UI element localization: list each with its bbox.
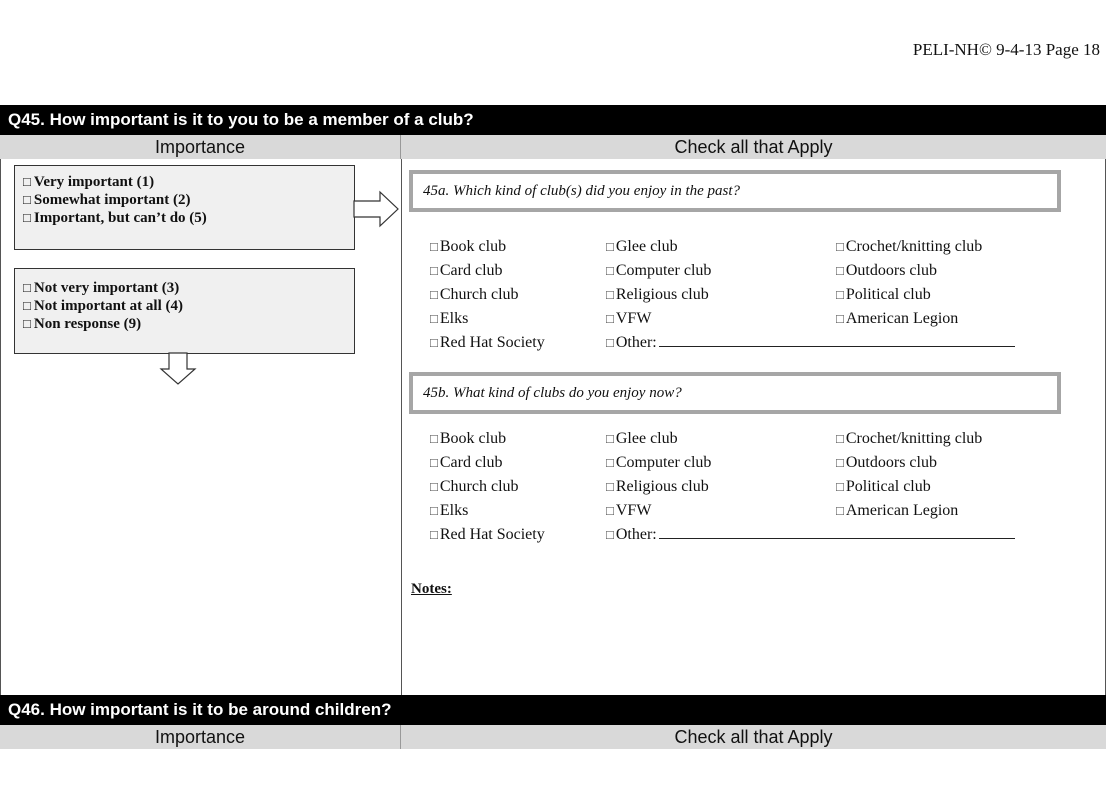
q45a-option[interactable] (430, 283, 519, 307)
option-label: Religious club (615, 286, 709, 303)
q45b-option[interactable] (430, 427, 506, 451)
importance-bottom-option-0[interactable] (23, 279, 346, 297)
q46-check-all-header: Check all that Apply (674, 727, 833, 747)
down-arrow-icon (160, 353, 196, 385)
option-label: VFW (615, 502, 652, 519)
checkbox-icon[interactable]: □ (836, 287, 844, 302)
checkbox-icon[interactable]: □ (23, 298, 31, 313)
checkbox-icon[interactable]: □ (430, 431, 438, 446)
option-label: Outdoors club (845, 262, 937, 279)
checkbox-icon[interactable]: □ (606, 503, 614, 518)
option-label: Church club (439, 478, 519, 495)
q45b-option[interactable] (430, 475, 519, 499)
option-label: Crochet/knitting club (845, 430, 983, 447)
q45a-row (430, 259, 1070, 283)
q46-title-bar (0, 695, 1106, 725)
q45a-option[interactable] (430, 331, 545, 355)
option-label: American Legion (845, 502, 959, 519)
q45a-option[interactable] (606, 307, 651, 331)
checkbox-icon[interactable]: □ (430, 479, 438, 494)
option-label: Red Hat Society (439, 334, 545, 351)
notes-label: Notes: (411, 581, 452, 597)
checkbox-icon[interactable]: □ (606, 479, 614, 494)
option-label: Elks (439, 310, 469, 327)
q45b-option[interactable] (430, 499, 468, 523)
q45b-row (430, 523, 1070, 547)
checkbox-icon[interactable]: □ (430, 527, 438, 542)
checkbox-icon[interactable]: □ (430, 287, 438, 302)
option-label: Glee club (615, 238, 678, 255)
checkbox-icon[interactable]: □ (23, 174, 31, 189)
checkbox-icon[interactable]: □ (23, 280, 31, 295)
q45b-option[interactable] (836, 451, 937, 475)
q46-title: Q46. How important is it to be around children? (8, 700, 392, 719)
q45a-row (430, 235, 1070, 259)
option-label: Red Hat Society (439, 526, 545, 543)
option-label: Other: (615, 334, 657, 351)
option-label: Other: (615, 526, 657, 543)
q45-importance-header: Importance (154, 137, 246, 157)
q45b-option[interactable] (606, 475, 709, 499)
q45b-options (430, 427, 1070, 547)
q45b-option[interactable] (430, 523, 545, 547)
q45a-option[interactable] (606, 283, 709, 307)
q45a-option[interactable] (836, 235, 982, 259)
q45-title: Q45. How important is it to you to be a member of a club? (8, 110, 474, 129)
option-label: Book club (439, 430, 507, 447)
q45a-row (430, 307, 1070, 331)
checkbox-icon[interactable]: □ (606, 431, 614, 446)
q45a-option[interactable] (606, 331, 1015, 355)
q45a-option[interactable] (836, 283, 931, 307)
importance-bottom-option-1[interactable] (23, 297, 346, 315)
option-label: Important, but can’t do (5) (33, 210, 207, 226)
q45b-option[interactable] (606, 451, 711, 475)
option-label: Political club (845, 478, 931, 495)
option-label: Church club (439, 286, 519, 303)
option-label: Political club (845, 286, 931, 303)
importance-top-option-0[interactable] (23, 173, 346, 191)
q45b-option[interactable] (836, 427, 982, 451)
q45b-option[interactable] (606, 523, 1015, 547)
checkbox-icon[interactable]: □ (836, 311, 844, 326)
checkbox-icon[interactable]: □ (430, 263, 438, 278)
checkbox-icon[interactable]: □ (23, 192, 31, 207)
q45b-option[interactable] (836, 499, 958, 523)
q45a-option[interactable] (606, 235, 678, 259)
checkbox-icon[interactable]: □ (23, 210, 31, 225)
checkbox-icon[interactable]: □ (430, 335, 438, 350)
checkbox-icon[interactable]: □ (836, 431, 844, 446)
option-label: Elks (439, 502, 469, 519)
option-label: Card club (439, 454, 503, 471)
q45b-row (430, 499, 1070, 523)
q45a-prompt: 45a. Which kind of club(s) did you enjoy in the past? (423, 183, 741, 199)
option-label: Religious club (615, 478, 709, 495)
q45a-prompt-box (409, 170, 1061, 212)
q46-importance-header: Importance (154, 727, 246, 747)
checkbox-icon[interactable]: □ (606, 527, 614, 542)
q45b-row (430, 451, 1070, 475)
importance-box-top (14, 165, 355, 250)
option-label: Card club (439, 262, 503, 279)
q45a-row (430, 283, 1070, 307)
q45b-option[interactable] (836, 475, 931, 499)
checkbox-icon[interactable]: □ (836, 503, 844, 518)
checkbox-icon[interactable]: □ (430, 239, 438, 254)
q45b-prompt-box (409, 372, 1061, 414)
option-label: Somewhat important (2) (33, 192, 191, 208)
option-label: Not important at all (4) (33, 298, 184, 314)
checkbox-icon[interactable]: □ (606, 239, 614, 254)
q45b-row (430, 427, 1070, 451)
checkbox-icon[interactable]: □ (836, 239, 844, 254)
other-text-line[interactable] (659, 524, 1015, 539)
q45a-option[interactable] (430, 307, 468, 331)
q45b-option[interactable] (606, 427, 678, 451)
checkbox-icon[interactable]: □ (606, 335, 614, 350)
checkbox-icon[interactable]: □ (606, 455, 614, 470)
checkbox-icon[interactable]: □ (836, 479, 844, 494)
q45b-prompt: 45b. What kind of clubs do you enjoy now? (423, 385, 682, 401)
option-label: Outdoors club (845, 454, 937, 471)
q46-column-headers (0, 725, 1106, 749)
q45a-option[interactable] (836, 307, 958, 331)
q45-column-headers (0, 135, 1106, 159)
checkbox-icon[interactable]: □ (606, 263, 614, 278)
q45b-option[interactable] (430, 451, 503, 475)
option-label: Computer club (615, 454, 712, 471)
checkbox-icon[interactable]: □ (606, 311, 614, 326)
option-label: Computer club (615, 262, 712, 279)
q45a-option[interactable] (430, 259, 503, 283)
page-header: PELI-NH© 9-4-13 Page 18 (912, 40, 1100, 59)
option-label: Very important (1) (33, 174, 155, 190)
q45-title-bar (0, 105, 1106, 135)
q45a-option[interactable] (606, 259, 711, 283)
option-label: American Legion (845, 310, 959, 327)
option-label: Glee club (615, 430, 678, 447)
option-label: Non response (9) (33, 316, 142, 332)
q45-check-all-header: Check all that Apply (674, 137, 833, 157)
importance-bottom-option-2[interactable] (23, 315, 346, 333)
q45a-row (430, 331, 1070, 355)
q45b-option[interactable] (606, 499, 651, 523)
q45b-row (430, 475, 1070, 499)
option-label: Crochet/knitting club (845, 238, 983, 255)
checkbox-icon[interactable]: □ (23, 316, 31, 331)
importance-box-bottom (14, 268, 355, 354)
option-label: Not very important (3) (33, 280, 180, 296)
q45a-options (430, 235, 1070, 355)
right-arrow-icon (354, 192, 400, 226)
q45a-option[interactable] (836, 259, 937, 283)
option-label: Book club (439, 238, 507, 255)
q45a-option[interactable] (430, 235, 506, 259)
checkbox-icon[interactable]: □ (836, 455, 844, 470)
checkbox-icon[interactable]: □ (430, 455, 438, 470)
checkbox-icon[interactable]: □ (606, 287, 614, 302)
other-text-line[interactable] (659, 332, 1015, 347)
checkbox-icon[interactable]: □ (430, 503, 438, 518)
importance-top-option-2[interactable] (23, 209, 346, 227)
importance-top-option-1[interactable] (23, 191, 346, 209)
checkbox-icon[interactable]: □ (836, 263, 844, 278)
checkbox-icon[interactable]: □ (430, 311, 438, 326)
option-label: VFW (615, 310, 652, 327)
